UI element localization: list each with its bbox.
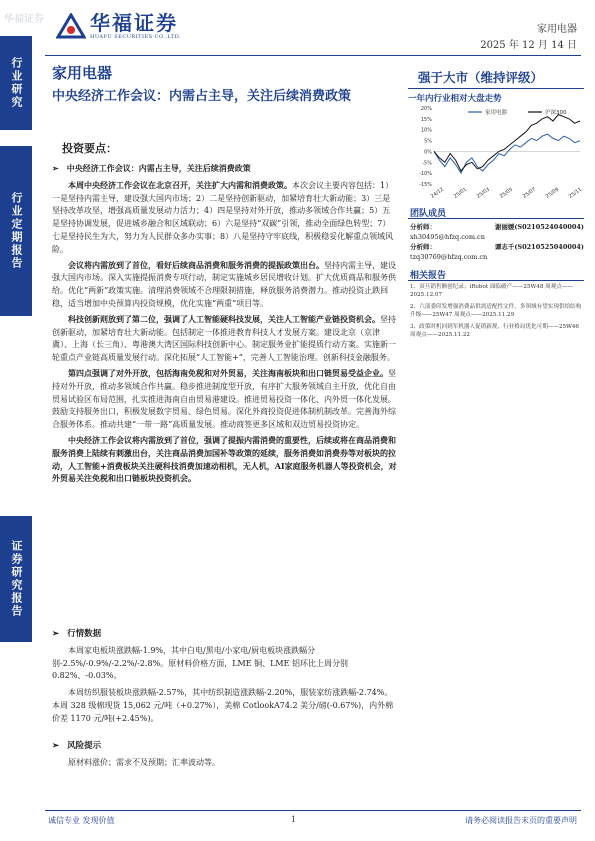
market-heading: [52, 628, 397, 641]
analyst-1-email[interactable]: xh30495@hfzq.com.cn: [410, 233, 485, 241]
company-logo: [56, 12, 181, 40]
chart-title: 一年内行业相对大盘走势: [408, 94, 502, 104]
analyst-2-name: 谭志千(S0210525040004): [494, 243, 584, 251]
series-line-1: [434, 134, 580, 173]
y-tick-label: 15%: [420, 116, 432, 123]
paragraph-3-lead: 科技创新则放到了第二位，强调了人工智能硬科技发展，关注人工智能产业链投资机会。: [68, 313, 380, 324]
paragraph-4: [52, 367, 397, 432]
sidebar-tag-industry-research: 行业研究: [0, 36, 32, 130]
risk-heading: [52, 740, 397, 753]
arrow-icon: ➢: [52, 629, 60, 639]
x-tick-label: 25/03: [475, 186, 492, 200]
arrow-icon: ➢: [52, 741, 60, 751]
paragraph-2-text: 坚持内需主导，建设强大国内市场。深入实施提振消费专项行动，制定实施城乡居民增收计划。扩大优质商品和服务供给。优化“两新”政策实施。清理消费领域不合理限制措施，释放服务消费潜力。推动投资止跌回稳，适当增加中央预算内投资规模，优化实施“两重”项目等。: [52, 260, 396, 308]
market-paragraph-2: 本周纺织服装板块涨跌幅-2.57%，其中纺织制造涨跌幅-2.20%，服装家纺涨跌幅-2.74%。本周 328 级棉现货 15,062 元/吨（+0.27%），美棉 CotlookA74.2 美分/磅(-0.67%)，内外棉价差 1170 元/吨(+2.45%)。: [52, 688, 394, 723]
header-divider: [45, 55, 581, 56]
analyst-2: [410, 242, 584, 262]
y-tick-label: -10%: [419, 171, 432, 178]
paragraph-3-text: 坚持创新驱动，加紧培育壮大新动能。包括制定一体推进教育科技人才发展方案。建设北京（京津冀）、上海（长三角）、粤港澳大湾区国际科技创新中心。制定服务业扩能提质行动方案。实施新一轮重点产业链高质量发展行动。深化拓展“人工智能+”，完善人工智能治理。创新科技金融服务。: [52, 314, 396, 363]
market-section: [52, 628, 397, 730]
analyst-2-label: 分析师：: [410, 243, 436, 251]
footer-disclaimer: 请务必阅读报告末页的重要声明: [465, 816, 577, 825]
x-tick-label: 25/11: [567, 186, 584, 200]
bullet-heading: [52, 162, 397, 175]
y-tick-label: 20%: [420, 106, 432, 112]
paragraph-1: [52, 179, 397, 257]
related-report-item[interactable]: 2、六部委印发增强消费品供需适配性文件，多领域有望实现供给结构升级——25W47 周观点——2025.11.29: [410, 303, 582, 319]
y-tick-label: 10%: [420, 127, 432, 134]
key-points-label: 投资要点：: [62, 142, 117, 155]
footer-divider: [45, 810, 581, 811]
page-number: 1: [291, 815, 297, 824]
team-divider: [408, 218, 584, 219]
analyst-1-name: 谢丽媛(S0210524040004): [494, 223, 584, 231]
report-title: 中央经济工作会议：内需占主导，关注后续消费政策: [52, 89, 352, 104]
logo-icon: [56, 13, 86, 39]
legend-label: 家用电器: [485, 110, 508, 116]
market-paragraph-1: 本周家电板块涨跌幅-1.9%，其中白电/黑电/小家电/厨电板块涨跌幅分别-2.5%/-0.9%/-2.2%/-2.8%。原材料价格方面，LME 铜、LME 铝环比上周分别 0.82%、-0.03%。: [52, 645, 348, 681]
logo-cn-text: 华福证券: [90, 11, 178, 35]
related-divider: [408, 280, 584, 281]
paragraph-4-text: 坚持对外开放，推动多领域合作共赢。稳步推进制度型开放，有序扩大服务领域自主开放，优化自由贸易试验区布局范围，扎实推进海南自由贸易港建设。推进贸易投资一体化、内外贸一体化发展。鼓励支持服务出口，积极发展数字贸易、绿色贸易。深化外商投资促进体制机制改革。完善海外综合服务体系。推动共建“一带一路”高质量发展。推动商签更多区域和双边贸易投资协定。: [52, 368, 396, 430]
paragraph-2: [52, 259, 397, 311]
y-tick-label: 0%: [424, 149, 432, 156]
x-tick-label: 25/07: [521, 186, 538, 200]
analyst-1-label: 分析师：: [410, 223, 436, 231]
paragraph-4-lead: 第四点强调了对外开放，包括海南免税和对外贸易，关注海南板块和出口链贸易受益企业。: [68, 367, 388, 378]
rating: 强于大市（维持评级）: [418, 70, 544, 85]
risk-heading-text: 风险提示: [67, 741, 102, 751]
logo-en-text: HUAFU SECURITIES CO.,LTD.: [90, 34, 182, 40]
market-heading-text: 行情数据: [67, 629, 102, 639]
relative-performance-chart: [408, 104, 584, 200]
team-heading: 团队成员: [410, 209, 447, 219]
header-sector: 家用电器: [537, 24, 577, 35]
arrow-icon: ➢: [52, 163, 59, 173]
paragraph-2-lead: 会议将内需放到了首位，看好后续商品消费和服务消费的提振政策出台。: [68, 259, 324, 270]
risk-paragraph: 原材料涨价；需求不及预期；汇率波动等。: [68, 757, 220, 767]
y-tick-label: -5%: [422, 160, 432, 167]
related-report-item[interactable]: 3、政策时机回到军机器人促销新规，行业格局优化可期——25W46 周观点——2025.11.22: [410, 323, 579, 339]
paragraph-1-lead: 本周中央经济工作会议在北京召开，关注扩大内需和消费政策。: [68, 179, 292, 190]
y-tick-label: 5%: [424, 138, 432, 145]
footer-slogan: 诚信专业 发现价值: [48, 816, 115, 825]
related-report-item[interactable]: 1、双旦销售额创纪录；iRobot 面临破产——25W48 周观点——2025.12.07: [410, 284, 574, 299]
related-reports-list: [410, 283, 584, 342]
analyst-2-email[interactable]: tzq30769@hfzq.com.cn: [410, 253, 488, 261]
x-tick-label: 24/12: [429, 186, 446, 200]
series-line-2: [434, 115, 580, 172]
related-reports-heading: 相关报告: [410, 271, 447, 281]
header-date: 2025 年 12 月 14 日: [480, 40, 577, 51]
rating-divider: [408, 88, 584, 89]
analyst-1: [410, 222, 584, 242]
watermark: 华福证券: [4, 14, 44, 25]
sidebar-tag-securities-research: 证券研究报告: [0, 516, 32, 642]
paragraph-3: [52, 313, 397, 365]
x-tick-label: 25/05: [498, 186, 515, 200]
risk-section: [52, 740, 397, 774]
x-tick-label: 25/01: [452, 186, 469, 200]
main-body: [52, 160, 397, 487]
report-sector: 家用电器: [52, 64, 113, 82]
sidebar-tag-periodic-report: 行业定期报告: [0, 146, 32, 316]
header-info: [480, 22, 577, 54]
legend-label: 沪深300: [545, 110, 567, 116]
x-tick-label: 25/09: [544, 186, 561, 200]
paragraph-1-text: 本次会议主要内容包括：1）一是坚持内需主导，建设强大国内市场；2）二是坚持创新驱动，加紧培育壮大新动能；3）三是坚持改革攻坚，增强高质量发展动力活力；4）四是坚持对外开放，推动多领域合作共赢；5）五是坚持协调发展，促进城乡融合和区域联动；6）六是坚持“双碳”引领，推动全面绿色转型；7）七是坚持民生为大，努力为人民群众多办实事；8）八是坚持守牢底线，积极稳妥化解重点领域风险。: [52, 180, 394, 254]
y-tick-label: -15%: [419, 182, 432, 188]
paragraph-5: 中央经济工作会议将内需放到了首位，强调了提振内需消费的重要性，后续或将在商品消费和服务消费上陆续有刺激出台，关注商品消费加国补等政策的延续，服务消费如消费券等对板块的拉动，人工智能+消费板块关注硬科技消费加速动相机，无人机，AI家庭服务机器人等投资机会，对外贸易关注免税和出口链板块投资机会。: [52, 434, 397, 484]
bullet-heading-text: 中央经济工作会议：内需占主导，关注后续消费政策: [66, 163, 251, 173]
